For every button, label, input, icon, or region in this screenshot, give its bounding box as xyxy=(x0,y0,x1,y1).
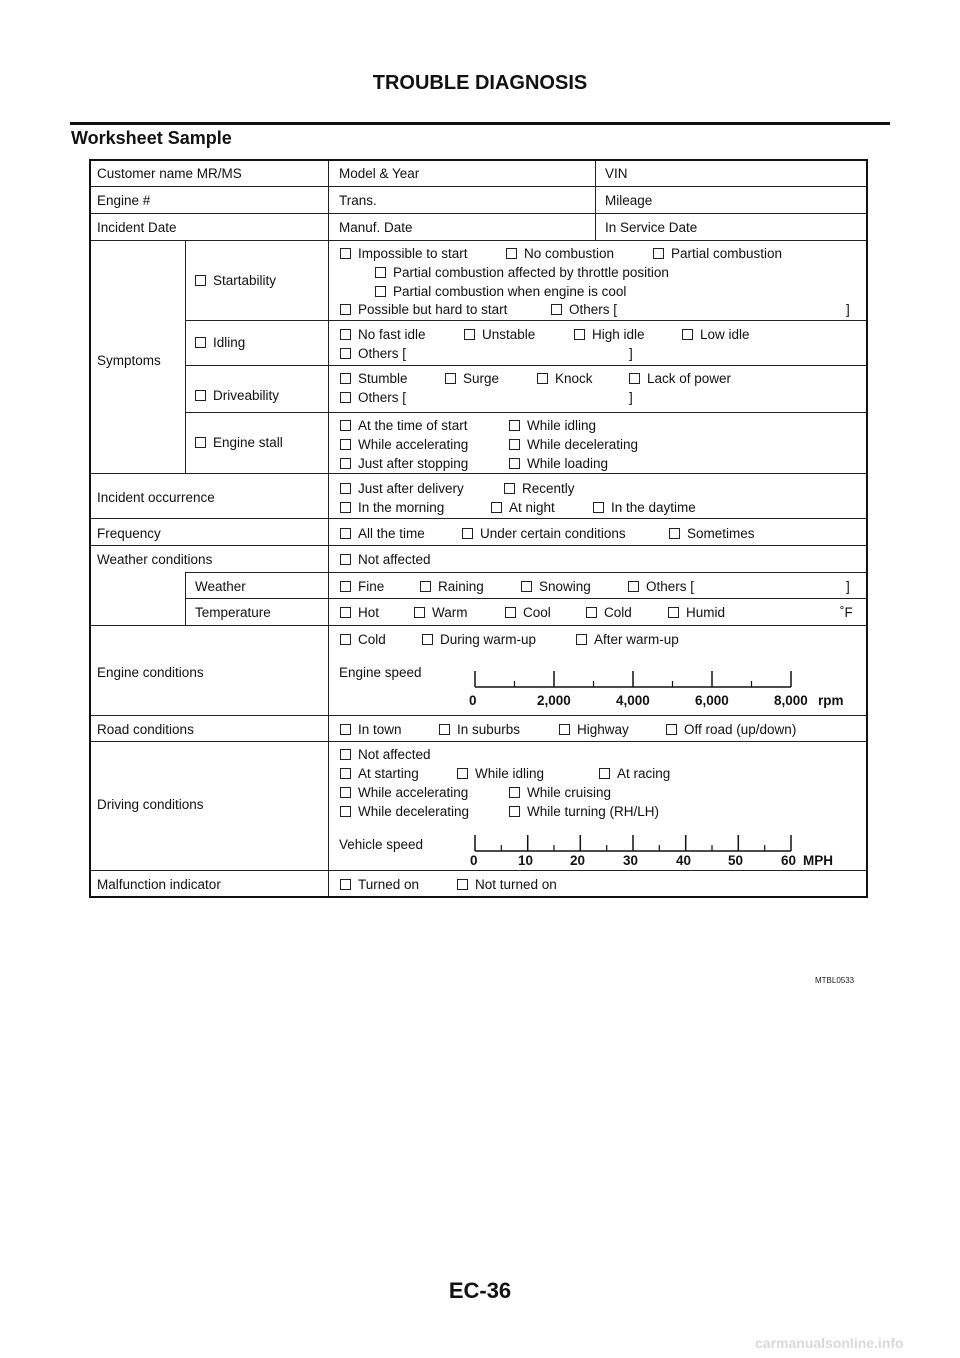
partial-combustion-cool-label: Partial combustion when engine is cool xyxy=(393,284,627,299)
highway-checkbox[interactable] xyxy=(559,724,570,735)
no-fast-idle-label: No fast idle xyxy=(358,327,426,342)
just-after-stopping-label: Just after stopping xyxy=(358,456,469,471)
temperature-label: Temperature xyxy=(195,605,271,620)
partial-combustion-throttle-label: Partial combustion affected by throttle position xyxy=(393,265,669,280)
while-cruising-checkbox[interactable] xyxy=(509,787,520,798)
in-suburbs-checkbox[interactable] xyxy=(439,724,450,735)
driving-while-idling-checkbox[interactable] xyxy=(457,768,468,779)
engine-speed-scale xyxy=(475,669,793,689)
under-certain-conditions-label: Under certain conditions xyxy=(480,526,626,541)
manuf-date-label: Manuf. Date xyxy=(339,220,413,235)
vehicle-speed-tick-label: 30 xyxy=(623,853,639,868)
warm-checkbox[interactable] xyxy=(414,607,425,618)
row-divider xyxy=(91,213,866,214)
row-divider xyxy=(91,870,866,871)
idling-others-bracket: ] xyxy=(629,346,633,361)
weather-others-checkbox[interactable] xyxy=(628,581,639,592)
engine-speed-tick-label: 8,000 xyxy=(774,693,808,708)
row-divider xyxy=(185,365,866,366)
startability-others-checkbox[interactable] xyxy=(551,304,562,315)
road-conditions-label: Road conditions xyxy=(97,722,194,737)
engine-speed-tick-label: 4,000 xyxy=(616,693,650,708)
just-after-stopping-checkbox[interactable] xyxy=(340,458,351,469)
driving-while-accelerating-checkbox[interactable] xyxy=(340,787,351,798)
knock-label: Knock xyxy=(555,371,593,386)
idling-others-checkbox[interactable] xyxy=(340,348,351,359)
engine-stall-label: Engine stall xyxy=(213,435,283,450)
row-divider xyxy=(91,715,866,716)
low-idle-label: Low idle xyxy=(700,327,750,342)
off-road-label: Off road (up/down) xyxy=(684,722,797,737)
fine-checkbox[interactable] xyxy=(340,581,351,592)
driving-while-accelerating-label: While accelerating xyxy=(358,785,469,800)
column-divider xyxy=(328,161,329,896)
row-divider xyxy=(185,320,866,321)
raining-checkbox[interactable] xyxy=(420,581,431,592)
model-year-label: Model & Year xyxy=(339,166,420,181)
temperature-cold-label: Cold xyxy=(604,605,632,620)
during-warm-up-label: During warm-up xyxy=(440,632,537,647)
while-loading-checkbox[interactable] xyxy=(509,458,520,469)
row-divider xyxy=(185,598,866,599)
vehicle-speed-scale xyxy=(475,833,793,853)
at-racing-checkbox[interactable] xyxy=(599,768,610,779)
weather-conditions-label: Weather conditions xyxy=(97,552,213,567)
column-divider xyxy=(185,572,186,625)
driving-conditions-label: Driving conditions xyxy=(97,797,204,812)
in-town-checkbox[interactable] xyxy=(340,724,351,735)
driving-while-idling-label: While idling xyxy=(475,766,545,781)
in-the-morning-label: In the morning xyxy=(358,500,445,515)
engine-number-label: Engine # xyxy=(97,193,151,208)
low-idle-checkbox[interactable] xyxy=(682,329,693,340)
customer-name-label: Customer name MR/MS xyxy=(97,166,242,181)
lack-of-power-checkbox[interactable] xyxy=(629,373,640,384)
all-the-time-checkbox[interactable] xyxy=(340,528,351,539)
partial-combustion-throttle-checkbox[interactable] xyxy=(375,267,386,278)
while-loading-label: While loading xyxy=(527,456,609,471)
stumble-checkbox[interactable] xyxy=(340,373,351,384)
vehicle-speed-unit: MPH xyxy=(803,853,833,868)
not-turned-on-checkbox[interactable] xyxy=(457,879,468,890)
impossible-to-start-checkbox[interactable] xyxy=(340,248,351,259)
startability-checkbox[interactable] xyxy=(195,275,206,286)
high-idle-label: High idle xyxy=(592,327,645,342)
engine-speed-tick-label: 6,000 xyxy=(695,693,729,708)
engine-cold-checkbox[interactable] xyxy=(340,634,351,645)
at-starting-checkbox[interactable] xyxy=(340,768,351,779)
section-title: Worksheet Sample xyxy=(71,128,232,148)
driveability-checkbox[interactable] xyxy=(195,390,206,401)
row-divider xyxy=(185,572,866,573)
at-time-of-start-label: At the time of start xyxy=(358,418,468,433)
fine-label: Fine xyxy=(358,579,385,594)
highway-label: Highway xyxy=(577,722,629,737)
at-starting-label: At starting xyxy=(358,766,419,781)
at-time-of-start-checkbox[interactable] xyxy=(340,420,351,431)
partial-combustion-checkbox[interactable] xyxy=(653,248,664,259)
weather-others-bracket: ] xyxy=(846,579,850,594)
raining-label: Raining xyxy=(438,579,484,594)
row-divider xyxy=(91,186,866,187)
row-divider xyxy=(91,518,866,519)
humid-label: Humid xyxy=(686,605,726,620)
worksheet-form xyxy=(89,159,868,898)
row-divider xyxy=(91,473,866,474)
snowing-label: Snowing xyxy=(539,579,591,594)
engine-conditions-label: Engine conditions xyxy=(97,665,204,680)
after-warm-up-checkbox[interactable] xyxy=(576,634,587,645)
in-service-date-label: In Service Date xyxy=(605,220,698,235)
stall-while-accelerating-label: While accelerating xyxy=(358,437,469,452)
stall-while-idling-checkbox[interactable] xyxy=(509,420,520,431)
mileage-label: Mileage xyxy=(605,193,653,208)
incident-date-label: Incident Date xyxy=(97,220,177,235)
vin-label: VIN xyxy=(605,166,628,181)
row-divider xyxy=(91,545,866,546)
stumble-label: Stumble xyxy=(358,371,408,386)
stall-while-decelerating-checkbox[interactable] xyxy=(509,439,520,450)
driving-not-affected-checkbox[interactable] xyxy=(340,749,351,760)
recently-checkbox[interactable] xyxy=(504,483,515,494)
while-turning-checkbox[interactable] xyxy=(509,806,520,817)
trans-label: Trans. xyxy=(339,193,377,208)
surge-checkbox[interactable] xyxy=(445,373,456,384)
under-certain-conditions-checkbox[interactable] xyxy=(462,528,473,539)
engine-speed-unit: rpm xyxy=(818,693,844,708)
in-the-daytime-checkbox[interactable] xyxy=(593,502,604,513)
weather-not-affected-checkbox[interactable] xyxy=(340,554,351,565)
turned-on-label: Turned on xyxy=(358,877,420,892)
temperature-unit: ˚F xyxy=(840,605,853,620)
in-town-label: In town xyxy=(358,722,402,737)
during-warm-up-checkbox[interactable] xyxy=(422,634,433,645)
figure-code: MTBL0533 xyxy=(815,976,855,985)
no-fast-idle-checkbox[interactable] xyxy=(340,329,351,340)
at-night-label: At night xyxy=(509,500,555,515)
while-turning-label: While turning (RH/LH) xyxy=(527,804,660,819)
humid-checkbox[interactable] xyxy=(668,607,679,618)
startability-others-label: Others [ xyxy=(569,302,618,317)
sometimes-checkbox[interactable] xyxy=(669,528,680,539)
cool-checkbox[interactable] xyxy=(505,607,516,618)
no-combustion-checkbox[interactable] xyxy=(506,248,517,259)
driveability-label: Driveability xyxy=(213,388,280,403)
row-divider xyxy=(185,412,866,413)
partial-combustion-label: Partial combustion xyxy=(671,246,783,261)
vehicle-speed-tick-label: 10 xyxy=(518,853,534,868)
turned-on-checkbox[interactable] xyxy=(340,879,351,890)
vehicle-speed-tick-label: 50 xyxy=(728,853,744,868)
engine-speed-tick-label: 0 xyxy=(469,693,477,708)
in-the-daytime-label: In the daytime xyxy=(611,500,696,515)
column-divider xyxy=(185,240,186,473)
warm-label: Warm xyxy=(432,605,468,620)
at-racing-label: At racing xyxy=(617,766,671,781)
off-road-checkbox[interactable] xyxy=(666,724,677,735)
driveability-others-bracket: ] xyxy=(629,390,633,405)
hot-label: Hot xyxy=(358,605,380,620)
driving-not-affected-label: Not affected xyxy=(358,747,431,762)
row-divider xyxy=(91,741,866,742)
frequency-label: Frequency xyxy=(97,526,161,541)
high-idle-checkbox[interactable] xyxy=(574,329,585,340)
snowing-checkbox[interactable] xyxy=(521,581,532,592)
all-the-time-label: All the time xyxy=(358,526,425,541)
idling-checkbox[interactable] xyxy=(195,337,206,348)
engine-speed-tick-label: 2,000 xyxy=(537,693,571,708)
temperature-cold-checkbox[interactable] xyxy=(586,607,597,618)
startability-others-bracket: ] xyxy=(846,302,850,317)
stall-while-accelerating-checkbox[interactable] xyxy=(340,439,351,450)
driveability-others-checkbox[interactable] xyxy=(340,392,351,403)
driveability-others-label: Others [ xyxy=(358,390,407,405)
footer-watermark: carmanualsonline.info xyxy=(755,1335,904,1351)
symptoms-label: Symptoms xyxy=(97,353,161,368)
engine-cold-label: Cold xyxy=(358,632,386,647)
stall-while-idling-label: While idling xyxy=(527,418,597,433)
just-after-delivery-checkbox[interactable] xyxy=(340,483,351,494)
page-number: EC-36 xyxy=(448,1278,512,1303)
possible-hard-start-checkbox[interactable] xyxy=(340,304,351,315)
possible-hard-start-label: Possible but hard to start xyxy=(358,302,508,317)
cool-label: Cool xyxy=(523,605,551,620)
while-cruising-label: While cruising xyxy=(527,785,612,800)
row-divider xyxy=(91,240,866,241)
hot-checkbox[interactable] xyxy=(340,607,351,618)
at-night-checkbox[interactable] xyxy=(491,502,502,513)
weather-not-affected-label: Not affected xyxy=(358,552,431,567)
in-the-morning-checkbox[interactable] xyxy=(340,502,351,513)
vehicle-speed-label: Vehicle speed xyxy=(339,837,424,852)
driving-while-decelerating-checkbox[interactable] xyxy=(340,806,351,817)
surge-label: Surge xyxy=(463,371,500,386)
startability-label: Startability xyxy=(213,273,277,288)
engine-stall-checkbox[interactable] xyxy=(195,437,206,448)
just-after-delivery-label: Just after delivery xyxy=(358,481,464,496)
vehicle-speed-tick-label: 0 xyxy=(470,853,478,868)
partial-combustion-cool-checkbox[interactable] xyxy=(375,286,386,297)
engine-speed-label: Engine speed xyxy=(339,665,422,680)
weather-others-label: Others [ xyxy=(646,579,695,594)
incident-occurrence-label: Incident occurrence xyxy=(97,490,215,505)
unstable-checkbox[interactable] xyxy=(464,329,475,340)
no-combustion-label: No combustion xyxy=(524,246,615,261)
weather-label: Weather xyxy=(195,579,246,594)
malfunction-indicator-label: Malfunction indicator xyxy=(97,877,221,892)
vehicle-speed-tick-label: 20 xyxy=(570,853,586,868)
column-divider xyxy=(595,161,596,240)
unstable-label: Unstable xyxy=(482,327,536,342)
recently-label: Recently xyxy=(522,481,575,496)
sometimes-label: Sometimes xyxy=(687,526,755,541)
idling-others-label: Others [ xyxy=(358,346,407,361)
driving-while-decelerating-label: While decelerating xyxy=(358,804,470,819)
header-rule xyxy=(70,122,890,125)
knock-checkbox[interactable] xyxy=(537,373,548,384)
vehicle-speed-tick-label: 40 xyxy=(676,853,692,868)
page-header: TROUBLE DIAGNOSIS xyxy=(372,72,588,94)
in-suburbs-label: In suburbs xyxy=(457,722,521,737)
not-turned-on-label: Not turned on xyxy=(475,877,557,892)
impossible-to-start-label: Impossible to start xyxy=(358,246,468,261)
idling-label: Idling xyxy=(213,335,246,350)
after-warm-up-label: After warm-up xyxy=(594,632,679,647)
lack-of-power-label: Lack of power xyxy=(647,371,732,386)
row-divider xyxy=(91,625,866,626)
vehicle-speed-tick-label: 60 xyxy=(781,853,797,868)
stall-while-decelerating-label: While decelerating xyxy=(527,437,639,452)
